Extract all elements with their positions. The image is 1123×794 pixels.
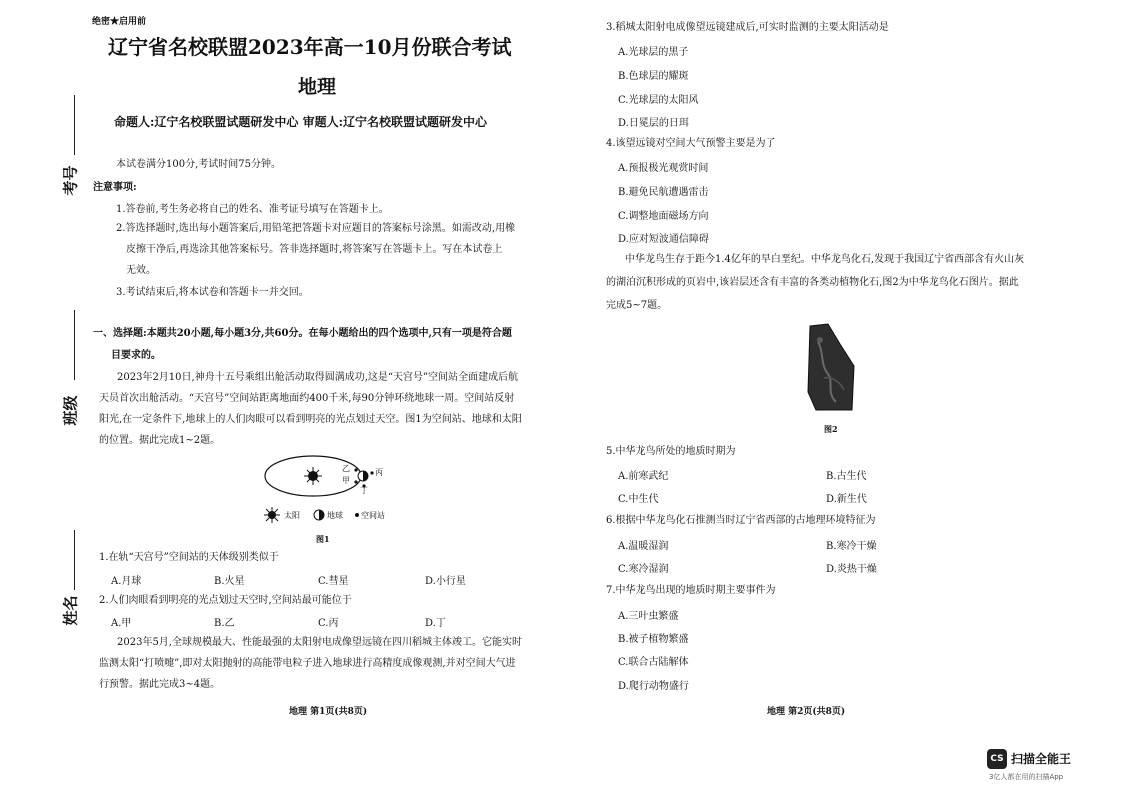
fig1-label-yi: 乙 xyxy=(342,464,350,473)
earth-icon xyxy=(358,471,368,481)
q5-option-c: C.中生代 xyxy=(618,494,659,505)
q2-option-c: C.丙 xyxy=(318,618,339,629)
legend-sun-icon xyxy=(264,507,280,523)
material-2-line-a: 2023年5月,全球规模最大、性能最强的太阳射电成像望远镜在四川稻城主体竣工。它能实时 xyxy=(117,637,522,648)
sun-icon xyxy=(304,467,322,485)
fig1-label-jia: 甲 xyxy=(342,476,350,485)
legend-earth-label: 地球 xyxy=(327,511,343,520)
material-3-line-a: 中华龙鸟生存于距今1.4亿年的早白垩纪。中华龙鸟化石,发现于我国辽宁省西部含有火山灰 xyxy=(625,254,1025,265)
question-4: 4.该望远镜对空间大气预警主要是为了 xyxy=(606,138,776,149)
q1-option-a: A.月球 xyxy=(111,576,142,587)
fig1-label-ding: 丁 xyxy=(360,486,368,495)
q5-option-a: A.前寒武纪 xyxy=(618,471,669,482)
legend-station-icon xyxy=(354,512,360,518)
question-1: 1.在轨“天宫号”空间站的天体级别类似于 xyxy=(99,552,279,563)
station-dot-bing xyxy=(370,471,373,474)
q6-option-b: B.寒冷干燥 xyxy=(826,541,877,552)
figure-2-fossil-photo xyxy=(806,322,856,412)
section-1-heading-b: 目要求的。 xyxy=(111,350,161,361)
figure-2-caption: 图2 xyxy=(824,424,838,434)
exam-title: 辽宁省名校联盟2023年高一10月份联合考试 xyxy=(108,35,512,59)
material-1-line-b: 天员首次出舱活动。“天宫号”空间站距离地面约400千米,每90分钟环绕地球一周。空间站反射 xyxy=(99,393,515,404)
q7-option-c: C.联合古陆解体 xyxy=(618,657,689,668)
name-line xyxy=(74,530,75,590)
q1-option-b: B.火星 xyxy=(214,576,245,587)
material-1-line-c: 阳光,在一定条件下,地球上的人们肉眼可以看到明亮的光点划过天空。图1为空间站、地球和太阳 xyxy=(99,414,522,425)
q2-option-a: A.甲 xyxy=(111,618,132,629)
material-3-line-b: 的湖泊沉积形成的页岩中,该岩层还含有丰富的各类动植物化石,图2为中华龙鸟化石图片。据此 xyxy=(606,277,1019,288)
note-1: 1.答卷前,考生务必将自己的姓名、准考证号填写在答题卡上。 xyxy=(116,204,389,215)
q2-option-d: D.丁 xyxy=(425,618,446,629)
material-1-line-a: 2023年2月10日,神舟十五号乘组出舱活动取得圆满成功,这是“天宫号”空间站全面建成后航 xyxy=(117,372,519,383)
section-1-heading-a: 一、选择题:本题共20小题,每小题3分,共60分。在每小题给出的四个选项中,只有一项是符合题 xyxy=(93,328,512,339)
camscanner-logo-icon: CS xyxy=(987,749,1007,769)
class-label: 班级 xyxy=(61,395,80,426)
q2-option-b: B.乙 xyxy=(214,618,235,629)
question-7: 7.中华龙鸟出现的地质时期主要事件为 xyxy=(606,585,776,596)
q6-option-c: C.寒冷湿润 xyxy=(618,564,669,575)
note-2b: 皮擦干净后,再选涂其他答案标号。答非选择题时,将答案写在答题卡上。写在本试卷上 xyxy=(126,244,503,255)
material-3-line-c: 完成5~7题。 xyxy=(606,300,668,311)
q7-option-d: D.爬行动物盛行 xyxy=(618,681,689,692)
q4-option-a: A.预报极光观赏时间 xyxy=(618,163,709,174)
name-label: 姓名 xyxy=(61,595,80,626)
exam-no-label: 考号 xyxy=(61,165,80,196)
q6-option-a: A.温暖湿润 xyxy=(618,541,669,552)
material-2-line-c: 行预警。据此完成3~4题。 xyxy=(99,679,221,690)
q3-option-d: D.日冕层的日珥 xyxy=(618,118,689,129)
q4-option-d: D.应对短波通信障碍 xyxy=(618,234,709,245)
camscanner-tagline: 3亿人都在用的扫描App xyxy=(989,773,1064,781)
q7-option-a: A.三叶虫繁盛 xyxy=(618,611,679,622)
fig1-label-bing: 丙 xyxy=(375,468,383,477)
q5-option-d: D.新生代 xyxy=(826,494,867,505)
score-line: 本试卷满分100分,考试时间75分钟。 xyxy=(116,159,281,170)
q3-option-c: C.光球层的太阳风 xyxy=(618,95,699,106)
question-2: 2.人们肉眼看到明亮的光点划过天空时,空间站最可能位于 xyxy=(99,595,352,606)
legend-sun-label: 太阳 xyxy=(284,511,300,520)
q6-option-d: D.炎热干燥 xyxy=(826,564,877,575)
q4-option-b: B.避免民航遭遇雷击 xyxy=(618,187,709,198)
q4-option-c: C.调整地面磁场方向 xyxy=(618,211,709,222)
q7-option-b: B.被子植物繁盛 xyxy=(618,634,689,645)
note-2c: 无效。 xyxy=(126,265,156,276)
material-1-line-d: 的位置。据此完成1~2题。 xyxy=(99,435,221,446)
notes-title: 注意事项: xyxy=(93,182,137,193)
camscanner-name: 扫描全能王 xyxy=(1011,752,1072,766)
q5-option-b: B.古生代 xyxy=(826,471,867,482)
right-page-footer: 地理 第2页(共8页) xyxy=(767,707,846,717)
note-2a: 2.答选择题时,选出每小题答案后,用铅笔把答题卡对应题目的答案标号涂黑。如需改动,用橡 xyxy=(116,223,516,234)
question-6: 6.根据中华龙鸟化石推测当时辽宁省西部的古地理环境特征为 xyxy=(606,515,876,526)
secret-label: 绝密★启用前 xyxy=(92,17,147,27)
legend-station-label: 空间站 xyxy=(361,511,385,520)
subject-title: 地理 xyxy=(298,76,337,98)
question-3: 3.稻城太阳射电成像望远镜建成后,可实时监测的主要太阳活动是 xyxy=(606,22,889,33)
authors-line: 命题人:辽宁名校联盟试题研发中心 审题人:辽宁名校联盟试题研发中心 xyxy=(114,115,488,129)
legend-earth-icon xyxy=(313,509,325,521)
class-line xyxy=(74,310,75,380)
question-5: 5.中华龙鸟所处的地质时期为 xyxy=(606,446,736,457)
exam-no-line xyxy=(74,95,75,155)
station-dot-jia xyxy=(354,480,357,483)
note-3: 3.考试结束后,将本试卷和答题卡一并交回。 xyxy=(116,287,309,298)
material-2-line-b: 监测太阳“打喷嚏”,即对太阳抛射的高能带电粒子进入地球进行高精度成像观测,并对空间大气进 xyxy=(99,658,516,669)
station-dot-yi xyxy=(354,468,357,471)
figure-1-caption: 图1 xyxy=(316,534,330,544)
left-page-footer: 地理 第1页(共8页) xyxy=(289,707,368,717)
q3-option-b: B.色球层的耀斑 xyxy=(618,71,689,82)
q3-option-a: A.光球层的黑子 xyxy=(618,47,689,58)
q1-option-d: D.小行星 xyxy=(425,576,466,587)
q1-option-c: C.彗星 xyxy=(318,576,349,587)
